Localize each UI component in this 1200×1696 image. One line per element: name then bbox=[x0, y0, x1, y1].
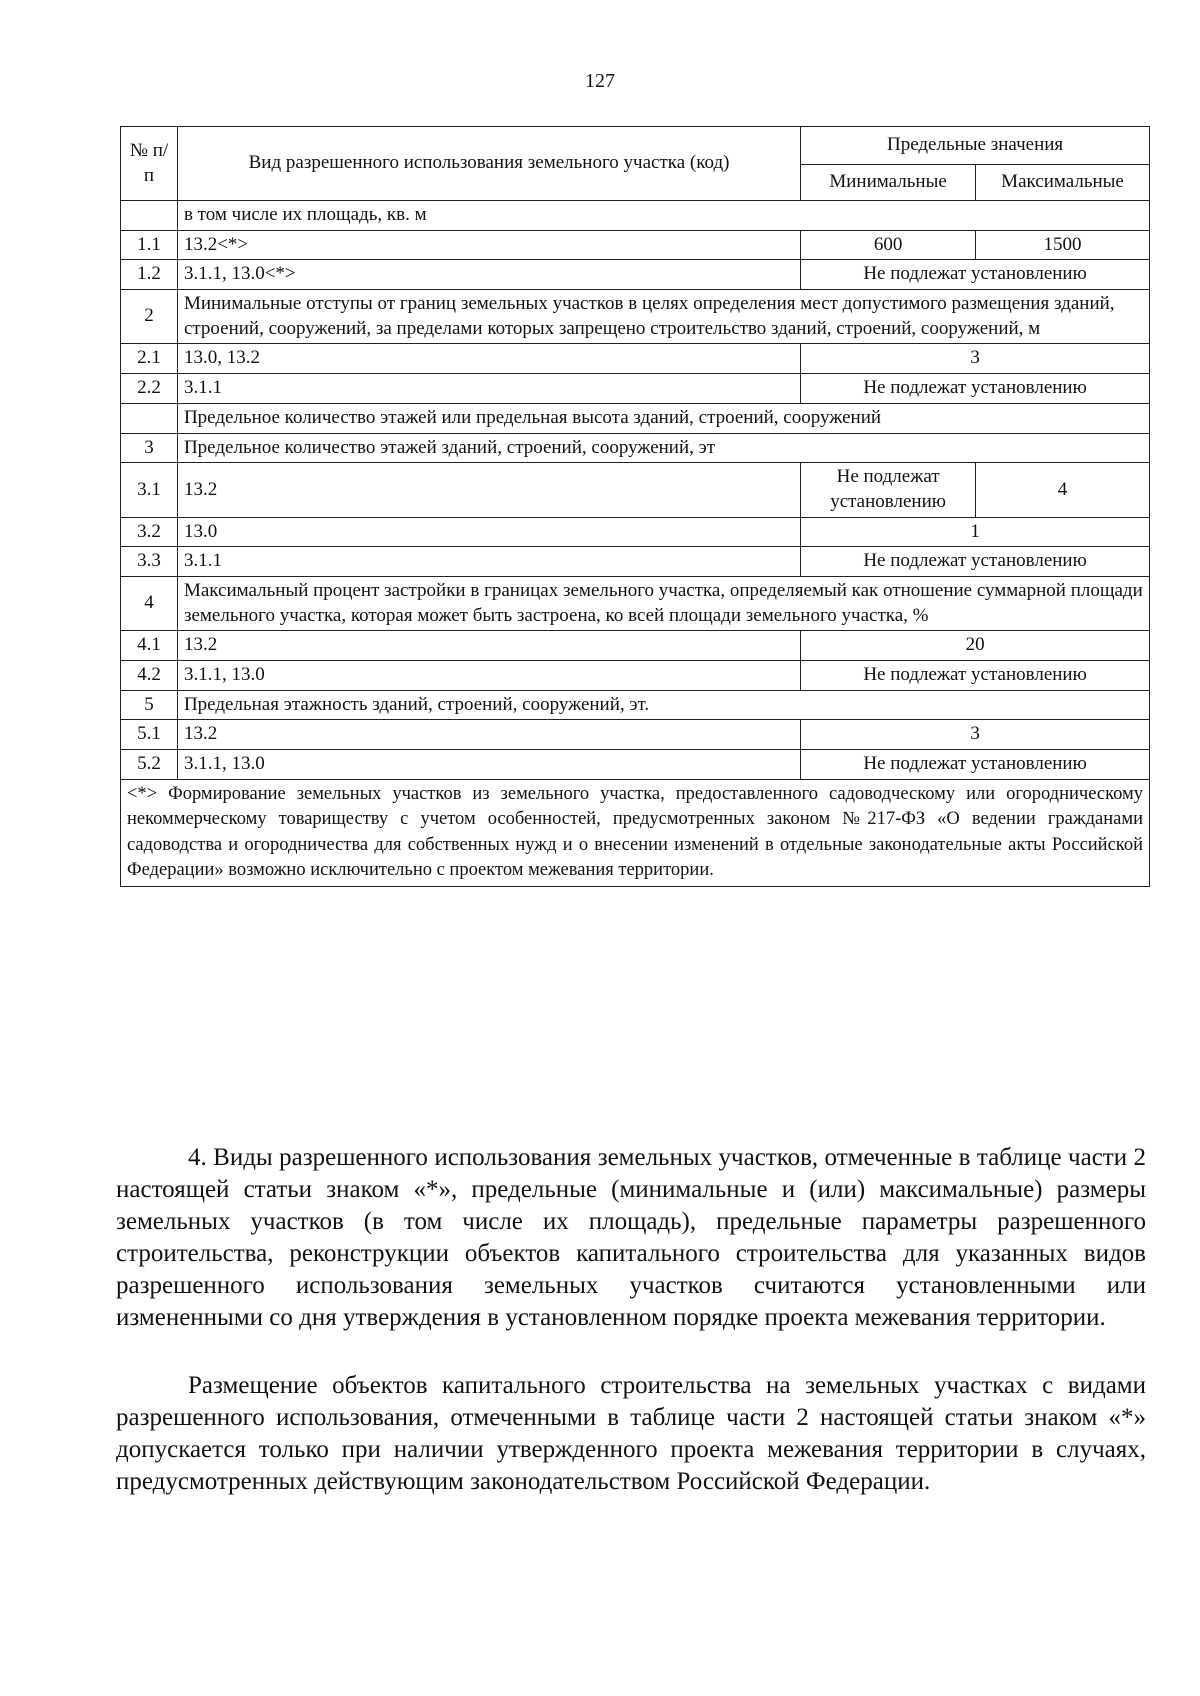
table-row bbox=[121, 463, 1150, 517]
row-number: 4 bbox=[121, 576, 178, 630]
row-number bbox=[121, 403, 178, 433]
row-number: 3 bbox=[121, 433, 178, 463]
section-title: Предельное количество этажей или предельная высота зданий, строений, сооружений bbox=[177, 403, 1149, 433]
header-max: Максимальные bbox=[976, 165, 1150, 201]
paragraph-1 bbox=[116, 1142, 1146, 1334]
table-row bbox=[121, 433, 1150, 463]
paragraph-text: 4. Виды разрешенного использования земельных участков, отмеченные в таблице части 2 настоящей статьи знаком «*», предельные (минимальные и (или) максимальные) размеры земельных участков (в том числе их площадь), предельные параметры разрешенного строительства, реконструкции объектов капитального строительства для указанных видов разрешенного использования земельных участков считаются установленными или измененными со дня утверждения в установленном порядке проекта межевания территории. bbox=[116, 1144, 1146, 1331]
footnote-text: <*> Формирование земельных участков из земельного участка, предоставленного садоводческому или огородническому некоммерческому товариществу с учетом особенностей, предусмотренных законом №217-ФЗ «О ведении гражданами садоводства и огородничества для собственных нужд и о внесении изменений в отдельные законодательные акты Российской Федерации» возможно исключительно с проектом межевания территории. bbox=[121, 779, 1150, 886]
table-row bbox=[121, 576, 1150, 630]
header-min: Минимальные bbox=[801, 165, 976, 201]
table-row bbox=[121, 403, 1150, 433]
table-row bbox=[121, 631, 1150, 661]
min-value: 600 bbox=[801, 230, 976, 260]
limit-value: Не подлежат установлению bbox=[801, 547, 1150, 577]
table-row bbox=[121, 344, 1150, 374]
land-use-code: 13.2<*> bbox=[177, 230, 800, 260]
limit-value: 1 bbox=[801, 517, 1150, 547]
row-number: 4.1 bbox=[121, 631, 178, 661]
section-title: в том числе их площадь, кв. м bbox=[177, 201, 1149, 231]
row-number: 5.2 bbox=[121, 750, 178, 780]
row-number: 3.3 bbox=[121, 547, 178, 577]
page-number: 127 bbox=[585, 70, 615, 92]
land-use-code: 13.0 bbox=[177, 517, 800, 547]
section-title: Минимальные отступы от границ земельных участков в целях определения мест допустимого размещения зданий, строений, сооружений, за пределами которых запрещено строительство зданий, строений, сооружений, м bbox=[177, 290, 1149, 344]
table-row bbox=[121, 750, 1150, 780]
paragraph-2 bbox=[116, 1370, 1146, 1498]
land-use-code: 3.1.1, 13.0 bbox=[177, 750, 800, 780]
max-value: 1500 bbox=[976, 230, 1150, 260]
table-row bbox=[121, 517, 1150, 547]
row-number: 2.2 bbox=[121, 374, 178, 404]
limit-value: Не подлежат установлению bbox=[801, 260, 1150, 290]
land-use-code: 3.1.1, 13.0 bbox=[177, 661, 800, 691]
row-number: 2 bbox=[121, 290, 178, 344]
row-number: 1.1 bbox=[121, 230, 178, 260]
section-title: Предельная этажность зданий, строений, сооружений, эт. bbox=[177, 690, 1149, 720]
row-number: 4.2 bbox=[121, 661, 178, 691]
row-number: 2.1 bbox=[121, 344, 178, 374]
header-limits: Предельные значения bbox=[801, 127, 1150, 165]
limit-value: Не подлежат установлению bbox=[801, 750, 1150, 780]
table-row bbox=[121, 690, 1150, 720]
limit-value: 20 bbox=[801, 631, 1150, 661]
limit-value: Не подлежат установлению bbox=[801, 374, 1150, 404]
limit-value: 3 bbox=[801, 344, 1150, 374]
table-row bbox=[121, 547, 1150, 577]
land-use-code: 13.2 bbox=[177, 463, 800, 517]
row-number: 5.1 bbox=[121, 720, 178, 750]
row-number: 5 bbox=[121, 690, 178, 720]
header-num: № п/п bbox=[121, 127, 178, 201]
table-row bbox=[121, 374, 1150, 404]
land-use-code: 13.2 bbox=[177, 720, 800, 750]
max-value: 4 bbox=[976, 463, 1150, 517]
table-header-row-1 bbox=[121, 127, 1150, 165]
min-value: Не подлежат установлению bbox=[801, 463, 976, 517]
row-number: 3.1 bbox=[121, 463, 178, 517]
section-title: Предельное количество этажей зданий, строений, сооружений, эт bbox=[177, 433, 1149, 463]
table-row bbox=[121, 661, 1150, 691]
row-number: 3.2 bbox=[121, 517, 178, 547]
paragraph-text: Размещение объектов капитального строительства на земельных участках с видами разрешенного использования, отмеченными в таблице части 2 настоящей статьи знаком «*» допускается только при наличии утвержденного проекта межевания территории в случаях, предусмотренных действующим законодательством Российской Федерации. bbox=[116, 1372, 1146, 1495]
land-use-limits-table bbox=[120, 126, 1150, 887]
row-number bbox=[121, 201, 178, 231]
footnote-row bbox=[121, 779, 1150, 886]
land-use-code: 3.1.1 bbox=[177, 374, 800, 404]
section-title: Максимальный процент застройки в границах земельного участка, определяемый как отношение суммарной площади земельного участка, которая может быть застроена, ко всей площади земельного участка, % bbox=[177, 576, 1149, 630]
table-row bbox=[121, 230, 1150, 260]
table-row bbox=[121, 260, 1150, 290]
row-number: 1.2 bbox=[121, 260, 178, 290]
table-row bbox=[121, 290, 1150, 344]
limit-value: Не подлежат установлению bbox=[801, 661, 1150, 691]
header-type: Вид разрешенного использования земельного участка (код) bbox=[177, 127, 800, 201]
land-use-code: 3.1.1, 13.0<*> bbox=[177, 260, 800, 290]
table-row bbox=[121, 201, 1150, 231]
land-use-code: 3.1.1 bbox=[177, 547, 800, 577]
table-row bbox=[121, 720, 1150, 750]
land-use-code: 13.2 bbox=[177, 631, 800, 661]
land-use-code: 13.0, 13.2 bbox=[177, 344, 800, 374]
limit-value: 3 bbox=[801, 720, 1150, 750]
